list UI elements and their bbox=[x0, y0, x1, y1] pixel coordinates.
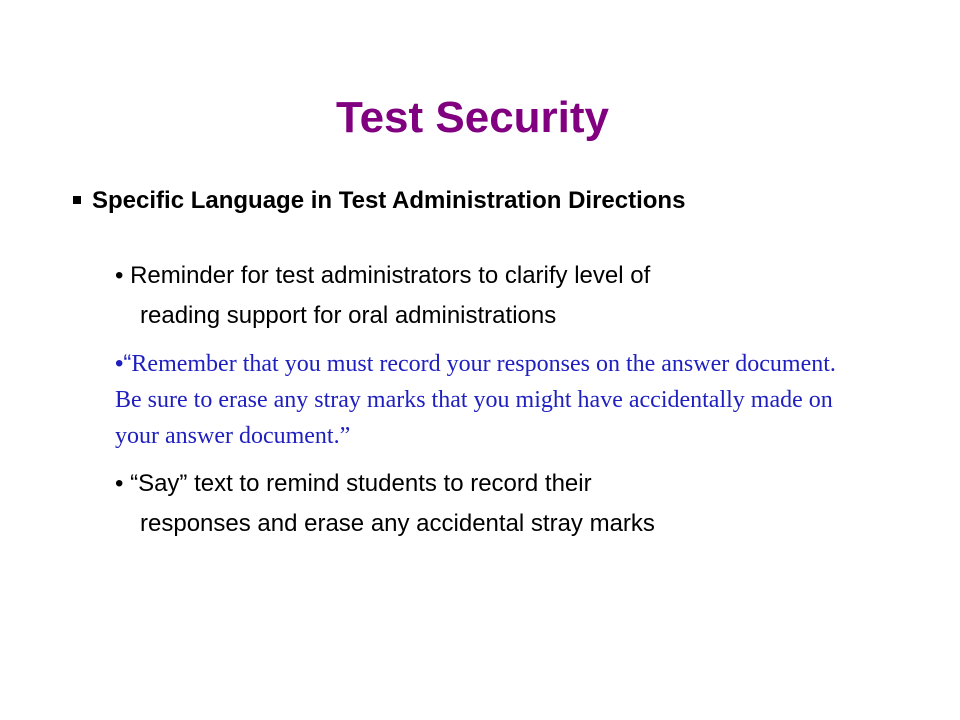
bullet-reminder-line2: reading support for oral administrations bbox=[140, 302, 557, 329]
bullet-list bbox=[115, 256, 895, 554]
bullet-quote-text: Remember that you must record your responses on the answer document. Be sure to erase any stray marks that you might have accidentally made on your answer document.” bbox=[115, 351, 836, 449]
slide-title: Test Security bbox=[335, 93, 610, 142]
bullet-reminder bbox=[115, 256, 895, 336]
square-bullet-icon bbox=[73, 196, 81, 204]
bullet-say-text bbox=[115, 464, 895, 544]
bullet-quote bbox=[115, 346, 840, 454]
section-heading-text: Specific Language in Test Administration Directions bbox=[92, 187, 686, 214]
bullet-reminder-line1: • Reminder for test administrators to clarify level of bbox=[115, 262, 651, 289]
bullet-say-line2: responses and erase any accidental stray marks bbox=[140, 510, 655, 537]
bullet-quote-prefix: •“ bbox=[115, 350, 132, 377]
bullet-say-line1: • “Say” text to remind students to record their bbox=[115, 470, 592, 497]
section-heading bbox=[73, 185, 953, 217]
